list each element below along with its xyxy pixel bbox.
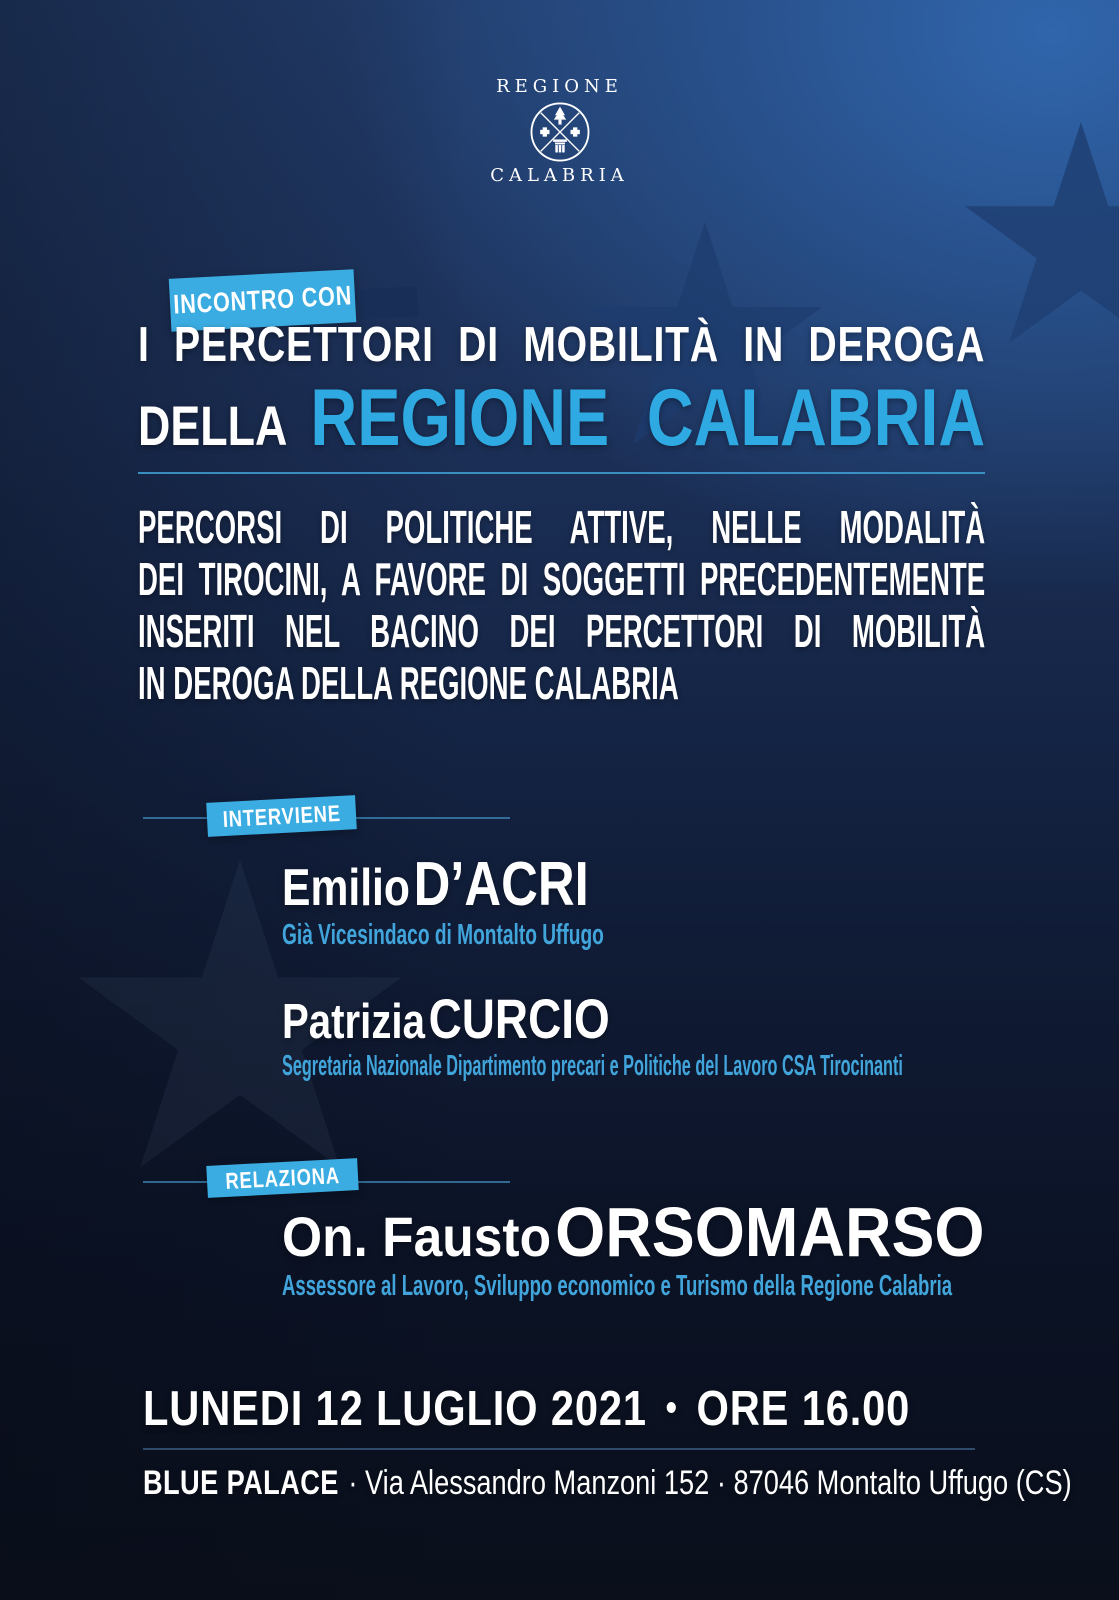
title-line-1: I PERCETTORI DI MOBILITÀ IN DEROGA xyxy=(138,318,986,372)
speaker-name xyxy=(282,987,1119,1050)
speaker-role: Segretaria Nazionale Dipartimento precari e Politiche del Lavoro CSA Tirocinanti xyxy=(282,1049,903,1082)
speaker-first-name: Emilio xyxy=(282,859,410,917)
event-date: LUNEDI 12 LUGLIO 2021 xyxy=(143,1382,647,1436)
intro-line: PERCORSI DI POLITICHE ATTIVE, NELLE MODALITÀ xyxy=(138,501,986,553)
event-time: ORE 16.00 xyxy=(696,1382,911,1436)
speaker-first-name: Patrizia xyxy=(282,995,425,1049)
bullet-separator: • xyxy=(665,1387,678,1429)
logo-name-word: CALABRIA xyxy=(490,165,629,186)
speaker-last-name: D’ACRI xyxy=(413,850,589,919)
speaker-last-name: ORSOMARSO xyxy=(555,1193,985,1271)
title-highlight: REGIONE CALABRIA xyxy=(310,373,986,463)
footer-divider xyxy=(143,1448,975,1450)
intro-line: DEI TIROCINI, A FAVORE DI SOGGETTI PRECEDENTEMENTE xyxy=(138,553,986,605)
intro-line: IN DEROGA DELLA REGIONE CALABRIA xyxy=(138,657,679,709)
logo-region-word: REGIONE xyxy=(496,76,623,97)
intro-paragraph xyxy=(138,501,985,709)
regione-calabria-logo xyxy=(0,78,1119,185)
speaker-last-name: CURCIO xyxy=(428,987,610,1050)
speaker-name xyxy=(282,1193,1119,1271)
venue-name: BLUE PALACE xyxy=(143,1464,339,1502)
relaziona-label: RELAZIONA xyxy=(224,1161,341,1194)
venue-line xyxy=(143,1464,1072,1503)
intro-line: INSERITI NEL BACINO DEI PERCETTORI DI MOBILITÀ xyxy=(138,605,986,657)
speaker-role: Già Vicesindaco di Montalto Uffugo xyxy=(282,918,604,951)
speaker-first-name: On. Fausto xyxy=(282,1205,552,1268)
event-date-line xyxy=(143,1381,976,1437)
interviene-label: INTERVIENE xyxy=(221,799,342,832)
title-line-2 xyxy=(138,373,986,481)
title-prefix: DELLA xyxy=(138,394,288,457)
regione-calabria-emblem-icon xyxy=(529,101,591,163)
speaker-name xyxy=(282,850,682,919)
kicker-label: INCONTRO CON xyxy=(172,280,353,320)
speaker-emilio-dacri xyxy=(282,850,770,952)
venue-address: · Via Alessandro Manzoni 152 · 87046 Montalto Uffugo (CS) xyxy=(348,1464,1072,1502)
speaker-patrizia-curcio xyxy=(282,987,1119,1083)
poster-title xyxy=(138,320,985,481)
speaker-fausto-orsomarso xyxy=(282,1193,1119,1303)
speaker-role: Assessore al Lavoro, Sviluppo economico e Turismo della Regione Calabria xyxy=(282,1269,953,1302)
